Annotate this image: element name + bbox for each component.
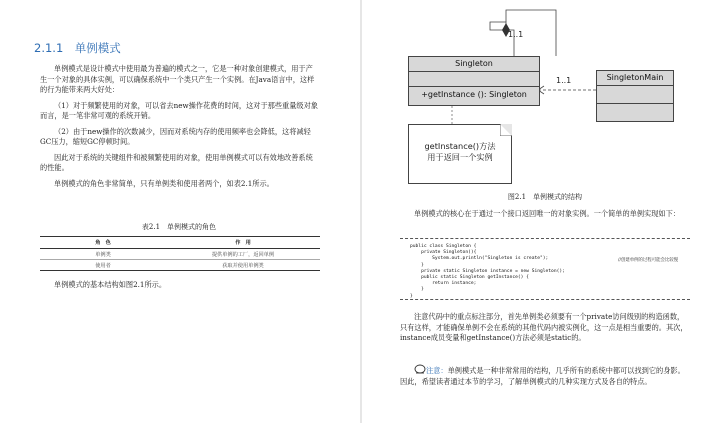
paragraph-roles: 单例模式的角色非常简单，只有单例类和使用者两个，如表2.1所示。 [54,178,274,188]
code-line: private Singleton(){ [410,250,477,256]
code-line: public class Singleton { [410,244,477,249]
table-caption: 表2.1 单例模式的角色 [141,223,217,231]
code-comment: //创建单例的过程可能会比较慢 [618,258,679,263]
paragraph-intro: 单例模式是设计模式中使用最为普遍的模式之一，它是一种对象创建模式，用于产生一个对象的具体实例，可以确保系统中一个类只产生一个实例。在Java语言中，这样的行为能带来两大好处： [40,64,315,94]
uml-note [408,124,512,184]
table-cell: 提供单例的工厂，返回单例 [166,249,320,260]
attributes-compartment [409,72,539,87]
role-table-wrap [40,236,320,271]
code-intro-block [400,209,690,220]
code-line: private static Singleton instance = new Singleton(); [410,268,565,274]
paragraph-conclusion: 因此对于系统的关键组件和被频繁使用的对象，使用单例模式可以有效地改善系统的性能。 [40,152,313,172]
paragraph-explanation: 注意代码中的重点标注部分，首先单例类必须要有一个private访问级别的构造函数，只有这样，才能确保单例不会在系统的其他代码内被实例化，这一点是相当重要的。其次，instance成员变量和getInstance()方法必须是static的。 [400,312,688,342]
paragraph-code-intro: 单例模式的核心在于通过一个接口返回唯一的对象实例。一个简单的单例实现如下： [414,209,680,218]
assoc-multiplicity: 1..1 [556,76,572,85]
note-paragraph [400,364,690,387]
code-line: } [410,262,424,268]
note-fold-icon [500,124,512,136]
table-row [40,249,320,260]
table-cell: 单例类 [40,249,166,260]
table-header-function: 作 用 [166,237,320,249]
main-attributes-compartment [597,86,673,104]
code-line: } [410,293,413,299]
code-line: System.out.println("Singleton is create"); [410,256,549,262]
right-page [362,0,720,423]
role-table [40,236,320,271]
uml-class-singleton-main [596,70,674,122]
note-pen-icon [414,364,426,374]
note-line-2: 用于返回一个实例 [427,152,493,162]
uml-diagram [362,0,720,190]
method-get-instance: +getInstance (): Singleton [421,90,527,99]
paragraph-benefit-2: （2）由于new操作的次数减少，因而对系统内存的使用频率也会降低，这将减轻GC压力，缩短GC停顿时间。 [40,126,311,146]
figure-caption: 图2.1 单例模式的结构 [507,193,583,201]
table-row [40,260,320,271]
intro-block [40,64,318,189]
code-lines [410,244,565,300]
code-line: } [410,287,424,293]
paragraph-benefit-1: （1）对于频繁使用的对象，可以省去new操作花费的时间，这对于那些重量级对象而言，是一笔非常可观的系统开销。 [40,100,318,120]
table-header-row [40,237,320,249]
note-text: 单例模式是一种非常常用的结构，几乎所有的系统中都可以找到它的身影。因此，希望读者通过本节的学习，了解单例模式的几种实现方式及各自的特点。 [400,366,685,386]
paragraph-structure: 单例模式的基本结构如图2.1所示。 [54,280,167,289]
code-line: return instance; [410,281,477,287]
note-label: 注意： [426,366,448,375]
self-multiplicity: 1..1 [508,30,524,39]
code-block [400,238,690,300]
explanation-block [400,312,690,344]
section-title: 2.1.1 单例模式 [34,41,121,55]
note-line-1: getInstance()方法 [424,141,496,151]
table-header-role: 角 色 [40,237,166,249]
uml-class-singleton [408,56,540,106]
main-methods-compartment [597,104,673,121]
table-cell: 使用者 [40,260,166,271]
class-name-singleton-main: SingletonMain [597,71,673,86]
table-cell: 获取并使用单例类 [166,260,320,271]
class-name-singleton: Singleton [409,57,539,72]
closing-block [40,280,318,291]
note-block [400,364,690,387]
code-line: public static Singleton getInstance() { [410,275,529,281]
